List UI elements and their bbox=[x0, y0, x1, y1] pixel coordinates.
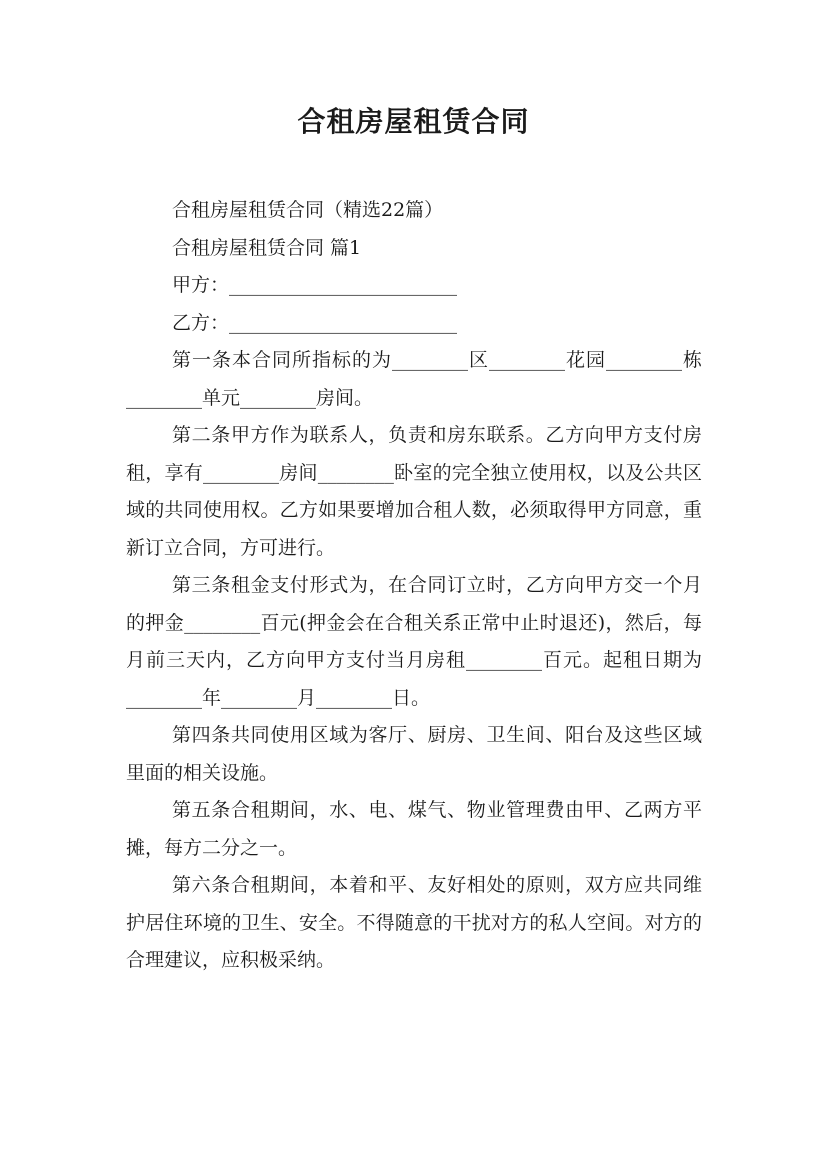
article-2: 第二条甲方作为联系人，负责和房东联系。乙方向甲方支付房租，享有________房间________卧室的完全独立使用权，以及公共区域的共同使用权。乙方如果要增加合租人数，必须取得甲方同意，重新订立合同，方可进行。 bbox=[126, 424, 702, 559]
party-b-line: 乙方：________________________ bbox=[172, 311, 458, 334]
document-body bbox=[126, 192, 702, 980]
document-subtitle: 合租房屋租赁合同（精选22篇） bbox=[172, 199, 444, 221]
article-4: 第四条共同使用区域为客厅、厨房、卫生间、阳台及这些区域里面的相关设施。 bbox=[126, 724, 702, 784]
article-1: 第一条本合同所指标的为________区________花园________栋________单元________房间。 bbox=[126, 349, 702, 409]
article-6: 第六条合租期间，本着和平、友好相处的原则，双方应共同维护居住环境的卫生、安全。不得随意的干扰对方的私人空间。对方的合理建议，应积极采纳。 bbox=[126, 874, 702, 971]
party-a-line: 甲方：________________________ bbox=[172, 274, 458, 296]
part-heading: 合租房屋租赁合同 篇1 bbox=[172, 236, 362, 259]
document-title: 合租房屋租赁合同 bbox=[297, 105, 530, 138]
article-5: 第五条合租期间，水、电、煤气、物业管理费由甲、乙两方平摊，每方二分之一。 bbox=[126, 799, 702, 859]
article-3: 第三条租金支付形式为，在合同订立时，乙方向甲方交一个月的押金________百元(押金会在合租关系正常中止时退还)，然后，每月前三天内，乙方向甲方支付当月房租________百元。起租日期为________年________月________日。 bbox=[126, 574, 702, 709]
